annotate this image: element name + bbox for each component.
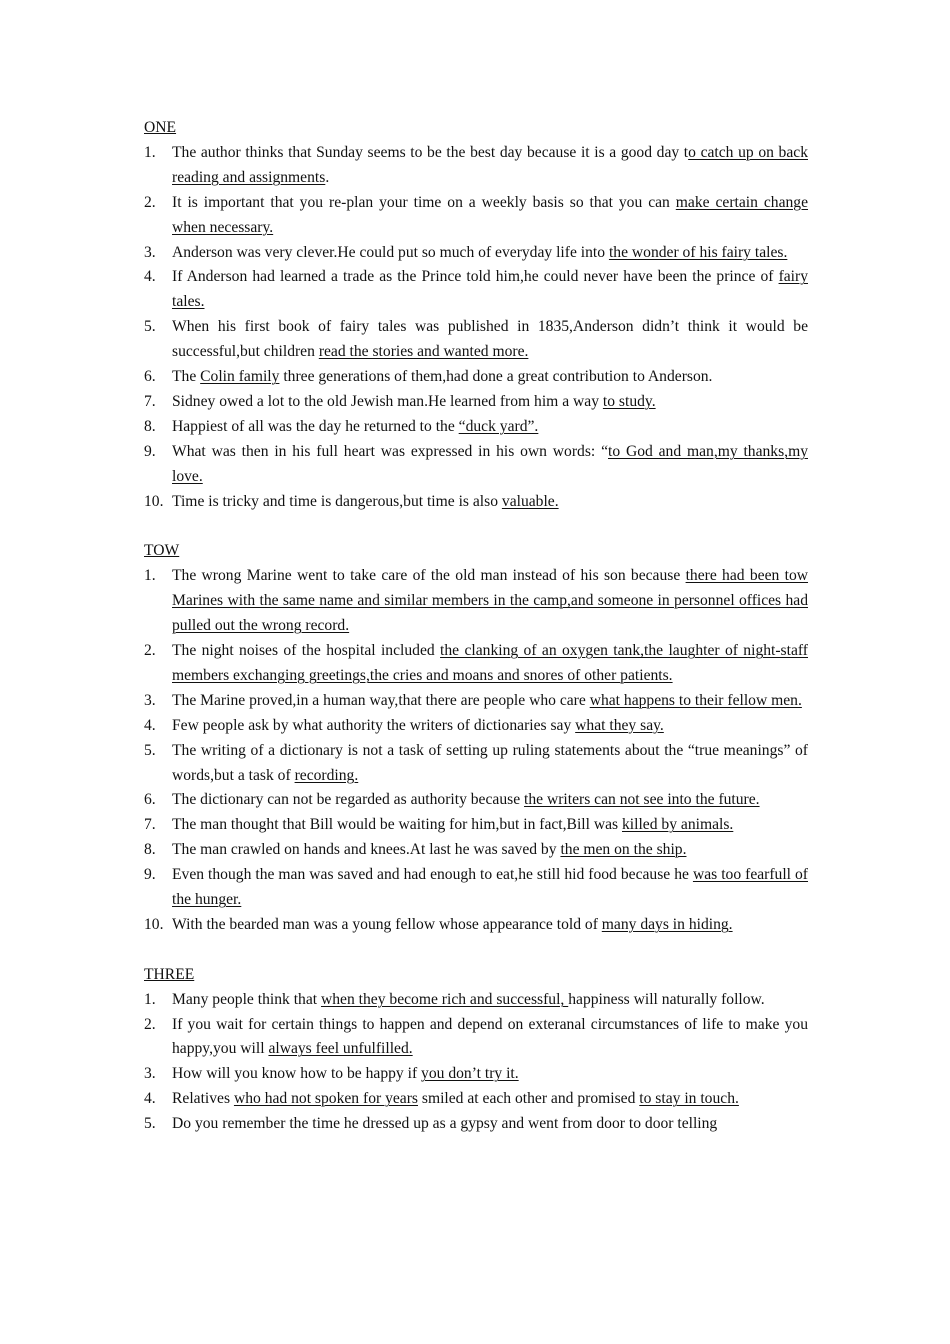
question-item — [144, 315, 808, 365]
prompt-text: If you wait for certain things to happen and depend on exteranal circumstances of life to make you happy,you will — [172, 1015, 808, 1058]
answer-text: o catch up on back reading and assignments — [172, 143, 808, 186]
question-number: 3. — [144, 691, 156, 709]
question-text — [172, 813, 808, 838]
question-item — [144, 490, 808, 515]
section-title: TOW — [144, 542, 180, 560]
section-spacer — [144, 938, 808, 963]
question-number: 6. — [144, 368, 156, 386]
question-number: 9. — [144, 442, 156, 460]
question-number: 10. — [144, 915, 164, 933]
question-text — [172, 988, 808, 1013]
question-number: 2. — [144, 1015, 156, 1033]
document-page — [144, 116, 808, 1137]
answer-text: there had been tow Marines with the same name and similar members in the camp,and someone in personnel offices had pulled out the wrong record. — [172, 567, 809, 635]
question-number: 4. — [144, 268, 156, 286]
answer-text: what they say. — [575, 716, 664, 734]
answer-text: to study. — [602, 392, 656, 410]
prompt-text: The man thought that Bill would be waiting for him,but in fact,Bill was — [172, 816, 622, 834]
question-text — [172, 390, 808, 415]
question-item — [144, 191, 808, 241]
question-item — [144, 988, 808, 1013]
question-item — [144, 863, 808, 913]
question-item — [144, 813, 808, 838]
question-item — [144, 1112, 808, 1137]
prompt-text: Relatives — [172, 1090, 234, 1108]
question-text — [172, 1062, 808, 1087]
prompt-text: If Anderson had learned a trade as the Prince told him,he could never have been the prince of — [172, 268, 779, 286]
question-number: 9. — [144, 866, 156, 884]
answer-text: was too fearfull of the hunger. — [172, 866, 809, 909]
question-number: 5. — [144, 1115, 156, 1133]
question-number: 2. — [144, 641, 156, 659]
prompt-text: The dictionary can not be regarded as authority because — [172, 791, 525, 809]
question-item — [144, 838, 808, 863]
question-text — [172, 490, 808, 515]
answer-text: valuable. — [501, 492, 559, 510]
question-text — [172, 415, 808, 440]
answer-text: read the stories and wanted more. — [318, 343, 529, 361]
answer-text: the writers can not see into the future. — [524, 791, 760, 809]
question-item — [144, 365, 808, 390]
question-item — [144, 390, 808, 415]
question-number: 1. — [144, 143, 156, 161]
question-text — [172, 191, 808, 241]
prompt-text: Time is tricky and time is dangerous,but time is also — [172, 492, 502, 510]
question-item — [144, 639, 808, 689]
prompt-text: It is important that you re-plan your time on a weekly basis so that you can — [172, 193, 676, 211]
question-number: 2. — [144, 193, 156, 211]
prompt-text: When his first book of fairy tales was published in 1835,Anderson didn’t think it would be successful,but children — [172, 318, 808, 361]
question-text — [172, 265, 808, 315]
answer-text: killed by animals. — [622, 816, 734, 834]
question-item — [144, 241, 808, 266]
answer-text: what happens to their fellow men. — [589, 691, 802, 709]
prompt-text: happiness will naturally follow. — [568, 990, 765, 1008]
answer-text: the clanking of an oxygen tank,the laughter of night-staff members exchanging greetings,the cries and moans and snores of other patients. — [172, 641, 808, 684]
question-text — [172, 639, 808, 689]
prompt-text: smiled at each other and promised — [418, 1090, 640, 1108]
question-text — [172, 365, 808, 390]
question-number: 7. — [144, 392, 156, 410]
prompt-text: Many people think that — [172, 990, 321, 1008]
question-item — [144, 415, 808, 440]
question-text — [172, 714, 808, 739]
prompt-text: With the bearded man was a young fellow whose appearance told of — [172, 915, 602, 933]
question-item — [144, 141, 808, 191]
answer-text: when they become rich and successful, — [320, 990, 569, 1008]
question-item — [144, 1087, 808, 1112]
question-text — [172, 739, 808, 789]
question-number: 7. — [144, 816, 156, 834]
question-number: 5. — [144, 318, 156, 336]
prompt-text: How will you know how to be happy if — [172, 1065, 422, 1083]
question-number: 5. — [144, 741, 156, 759]
prompt-text: The night noises of the hospital included — [172, 641, 441, 659]
prompt-text: The author thinks that Sunday seems to be the best day because it is a good day t — [172, 143, 689, 161]
question-text — [172, 1112, 808, 1137]
prompt-text: Few people ask by what authority the writers of dictionaries say — [172, 716, 576, 734]
question-text — [172, 141, 808, 191]
question-text — [172, 689, 808, 714]
question-number: 3. — [144, 243, 156, 261]
answer-text: you don’t try it. — [421, 1065, 519, 1083]
question-item — [144, 1062, 808, 1087]
answer-text: to stay in touch. — [639, 1090, 739, 1108]
question-text — [172, 564, 808, 639]
question-item — [144, 788, 808, 813]
prompt-text: Do you remember the time he dressed up as a gypsy and went from door to door telling — [172, 1115, 718, 1133]
question-text — [172, 241, 808, 266]
question-item — [144, 714, 808, 739]
question-text — [172, 315, 808, 365]
question-item — [144, 1013, 808, 1063]
prompt-text: What was then in his full heart was expressed in his own words: “ — [172, 442, 608, 460]
answer-text: make certain change when necessary. — [172, 193, 809, 236]
answer-text: Colin family — [200, 368, 280, 386]
answer-text: many days in hiding. — [601, 915, 733, 933]
answer-text: who had not spoken for years — [233, 1090, 418, 1108]
question-number: 1. — [144, 990, 156, 1008]
question-number: 4. — [144, 1090, 156, 1108]
section-title: THREE — [144, 965, 195, 983]
answer-text: the men on the ship. — [560, 841, 687, 859]
prompt-text: Anderson was very clever.He could put so much of everyday life into — [172, 243, 609, 261]
question-text — [172, 1013, 808, 1063]
prompt-text: The writing of a dictionary is not a task of setting up ruling statements about the “true meanings” of words,but a task of — [172, 741, 808, 784]
question-number: 6. — [144, 791, 156, 809]
answer-text: fairy tales. — [172, 268, 808, 311]
question-number: 3. — [144, 1065, 156, 1083]
answer-text: the wonder of his fairy tales. — [608, 243, 788, 261]
answer-text: “duck yard”. — [458, 417, 539, 435]
prompt-text: The wrong Marine went to take care of the old man instead of his son because — [172, 567, 686, 585]
prompt-text: The — [172, 368, 201, 386]
prompt-text: Happiest of all was the day he returned to the — [172, 417, 459, 435]
answer-text: always feel unfulfilled. — [268, 1040, 413, 1058]
question-text — [172, 913, 808, 938]
question-text — [172, 1087, 808, 1112]
prompt-text: The Marine proved,in a human way,that there are people who care — [172, 691, 590, 709]
section-title: ONE — [144, 119, 177, 136]
prompt-text: The man crawled on hands and knees.At last he was saved by — [172, 841, 561, 859]
prompt-text: three generations of them,had done a great contribution to Anderson. — [279, 368, 713, 386]
question-number: 4. — [144, 716, 156, 734]
question-item — [144, 689, 808, 714]
question-item — [144, 440, 808, 490]
question-item — [144, 564, 808, 639]
question-item — [144, 739, 808, 789]
question-number: 10. — [144, 492, 164, 510]
question-text — [172, 838, 808, 863]
prompt-text: Sidney owed a lot to the old Jewish man.He learned from him a way — [172, 392, 603, 410]
question-item — [144, 265, 808, 315]
question-text — [172, 863, 808, 913]
prompt-text: Even though the man was saved and had enough to eat,he still hid food because he — [172, 866, 693, 884]
question-text — [172, 788, 808, 813]
question-number: 8. — [144, 841, 156, 859]
section-spacer — [144, 514, 808, 539]
question-item — [144, 913, 808, 938]
question-number: 8. — [144, 417, 156, 435]
answer-text: to God and man,my thanks,my love. — [172, 442, 808, 485]
question-text — [172, 440, 808, 490]
question-number: 1. — [144, 567, 156, 585]
answer-text: recording. — [294, 766, 359, 784]
prompt-text: . — [325, 168, 330, 186]
